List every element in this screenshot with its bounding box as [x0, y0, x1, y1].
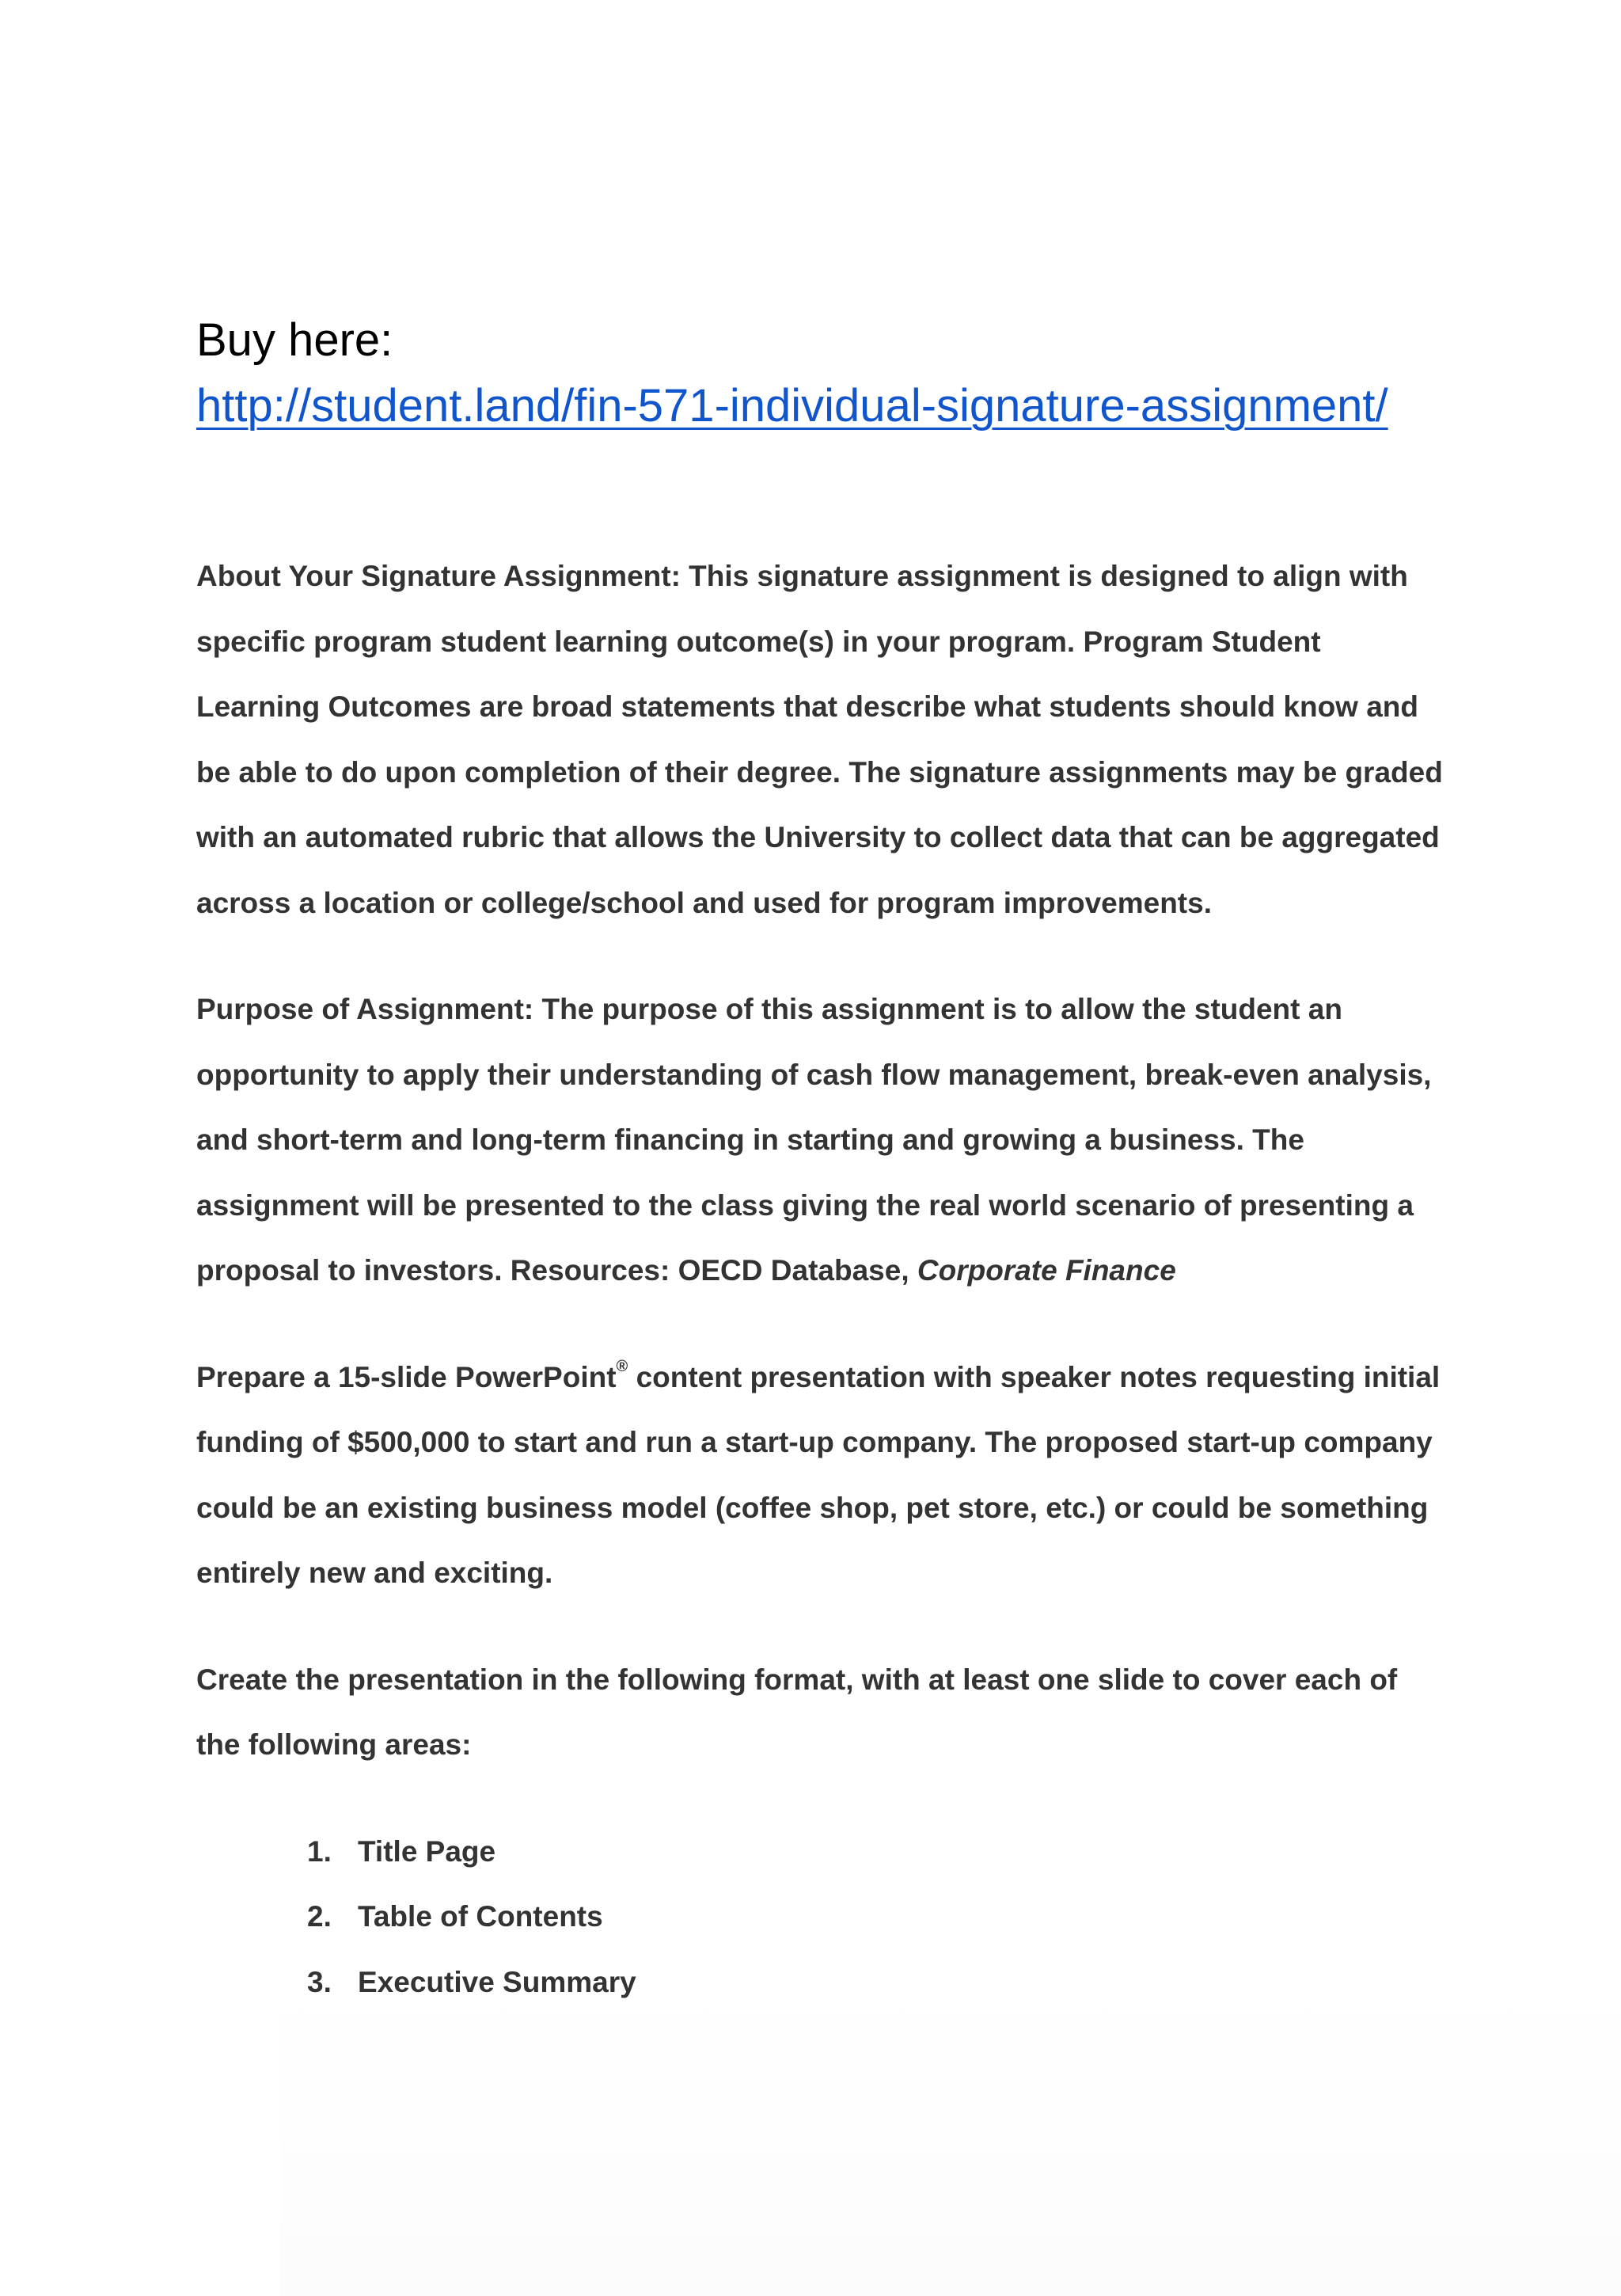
purpose-text: Purpose of Assignment: The purpose of this assignment is to allow the student an opportunity to apply their understanding of cash flow management, break-even analysis, and short-term and long-term financing in starting and growing a business. The assignment will be presented to the class giving the real world scenario of presenting a proposal to investors. Resources: OECD Database, — [196, 993, 1432, 1287]
list-number: 1. — [307, 1834, 332, 1868]
product-link[interactable]: http://student.land/fin-571-individual-signature-assignment/ — [196, 380, 1388, 431]
list-number: 3. — [307, 1965, 332, 1998]
document-content — [196, 307, 1447, 2015]
about-paragraph: About Your Signature Assignment: This signature assignment is designed to align with specific program student learning outcome(s) in your program. Program Student Learning Outcomes are broad statements that describe what students should know and be able to do upon completion of their degree. The signature assignments may be graded with an automated rubric that allows the University to collect data that can be aggregated across a location or college/school and used for program improvements. — [196, 560, 1443, 919]
resource-title: Corporate Finance — [917, 1254, 1176, 1287]
list-item — [196, 1884, 1447, 1950]
areas-list — [196, 1819, 1447, 2016]
list-item-label: Title Page — [358, 1834, 496, 1868]
list-item — [196, 1819, 1447, 1885]
list-item — [196, 1950, 1447, 2016]
buy-here-label: Buy here: — [196, 314, 393, 366]
page-shadow — [281, 1979, 1621, 2296]
purpose-paragraph — [196, 977, 1447, 1304]
list-number: 2. — [307, 1900, 332, 1933]
prepare-text-start: Prepare a 15-slide PowerPoint — [196, 1360, 617, 1393]
prepare-text-rest: content presentation with speaker notes requesting initial funding of $500,000 to start and run a start-up company. The proposed start-up company could be an existing business model (coffee shop, pet store, etc.) or could be something entirely new and exciting. — [196, 1360, 1441, 1589]
list-item-label: Executive Summary — [358, 1965, 636, 1998]
registered-mark: ® — [616, 1358, 628, 1376]
prepare-paragraph — [196, 1345, 1447, 1606]
create-paragraph: Create the presentation in the following format, with at least one slide to cover each of the following areas: — [196, 1663, 1398, 1761]
list-item-label: Table of Contents — [358, 1900, 603, 1933]
